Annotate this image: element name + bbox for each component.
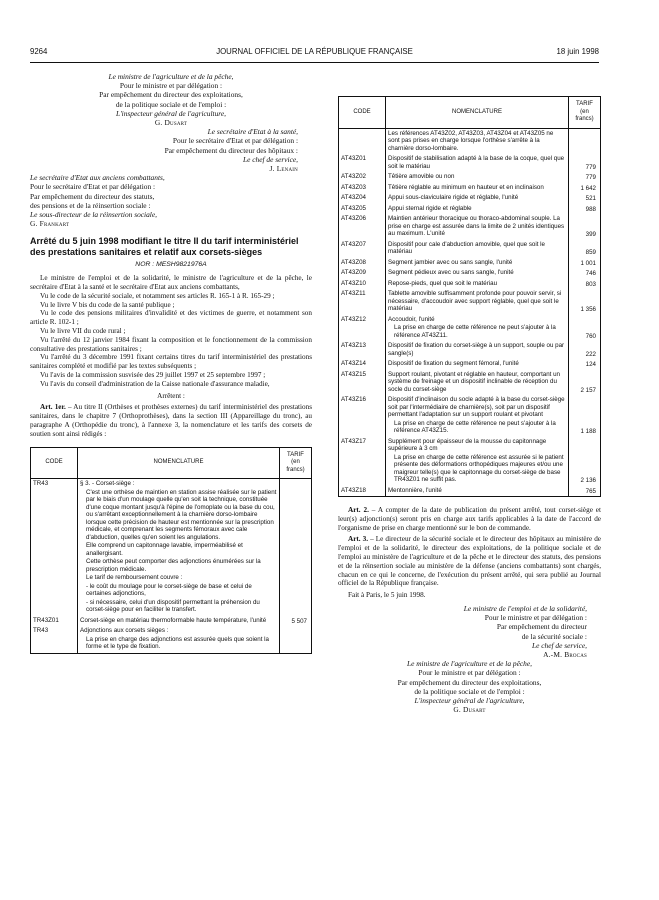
signature-line: Le secrétaire d'Etat à la santé,	[207, 127, 298, 137]
row-tarif: 2 136	[569, 437, 601, 486]
arretent-heading: Arrêtent :	[157, 391, 185, 400]
row-code: TR43	[31, 626, 78, 653]
row-tarif: 1 356	[569, 289, 601, 315]
nomenclature-line: Têtière réglable au minimum en hauteur et en inclinaison	[388, 183, 544, 191]
row-tarif: 1 642	[569, 183, 601, 194]
row-nomenclature	[78, 626, 280, 653]
signature-line: L'inspecteur général de l'agriculture,	[115, 108, 227, 118]
nomenclature-line: La prise en charge de cette référence ne peut s'ajouter à la référence AT43Z11.	[394, 324, 556, 339]
row-tarif: 859	[569, 240, 601, 258]
nomenclature-line: Accoudoir, l'unité	[388, 315, 435, 323]
row-code: TR43	[31, 479, 78, 616]
row-tarif: 1 188	[569, 395, 601, 437]
row-nomenclature	[386, 268, 569, 279]
signature-line: J. Lenain	[269, 164, 298, 174]
row-code: AT43Z18	[339, 486, 386, 497]
row-code: AT43Z11	[339, 289, 386, 315]
row-code: AT43Z15	[339, 370, 386, 396]
preamble-paragraph: Vu l'avis du conseil d'administration de la Caisse nationale d'assurance maladie,	[40, 379, 270, 388]
row-code: AT43Z13	[339, 341, 386, 359]
right-tariff-table	[338, 96, 601, 497]
row-code: AT43Z06	[339, 214, 386, 240]
row-code: AT43Z02	[339, 172, 386, 183]
arrete-title: Arrêté du 5 juin 1998 modifiant le titre II du tarif interministériel des prestations sanitaires et relatif aux corsets-sièges	[30, 236, 299, 257]
signature-line: de la sécurité sociale :	[521, 631, 587, 641]
nor-reference: NOR : MESH9821976A	[135, 261, 207, 269]
row-tarif	[569, 128, 601, 154]
signature-line: Pour le secrétaire d'Etat et par délégation :	[30, 182, 156, 192]
row-tarif: 746	[569, 268, 601, 279]
articles-2-3	[338, 506, 601, 600]
right-column	[338, 96, 601, 714]
nomenclature-line: Supplément pour épaisseur de la mousse du capitonnage supérieure à 3 cm	[388, 437, 547, 452]
preamble-paragraph: Vu le livre VII du code rural ;	[40, 327, 126, 336]
nomenclature-line: § 3. - Corset-siège :	[80, 480, 135, 488]
signature-line: Le secrétaire d'Etat aux anciens combattants,	[30, 173, 165, 183]
table-row	[339, 172, 601, 183]
nomenclature-line: Têtière amovible ou non	[388, 173, 455, 180]
nomenclature-line: Les références AT43Z02, AT43Z03, AT43Z04 et AT43Z05 ne sont pas prises en charge lorsque l'orthèse s'arrête à la charnière dorso-lombaire.	[388, 129, 554, 152]
table-row	[339, 240, 601, 258]
row-nomenclature	[386, 240, 569, 258]
signature-line: Par empêchement du directeur des hôpitaux :	[164, 145, 298, 155]
signature-line: Pour le secrétaire d'Etat et par délégation :	[172, 136, 298, 146]
col-nomenclature: NOMENCLATURE	[386, 97, 569, 129]
table-row	[339, 359, 601, 370]
nomenclature-line: Repose-pieds, quel que soit le matériau	[388, 279, 498, 287]
row-tarif: 521	[569, 193, 601, 204]
preamble-paragraph: Vu l'arrêté du 12 janvier 1984 fixant la composition et le fonctionnement de la commission consultative des prestations sanitaires ;	[30, 335, 312, 353]
signature-line: Le ministre de l'emploi et de la solidarité,	[463, 603, 587, 613]
signature-line: Pour le ministre et par délégation :	[119, 81, 223, 91]
col-tarif: TARIF (en francs)	[280, 447, 312, 479]
nomenclature-line: Dispositif de fixation du segment fémoral, l'unité	[388, 360, 519, 367]
article-2: Art. 2. – A compter de la date de publication du présent arrêté, tout corset-siège et leur(s) adjonction(s) seront pris en charge aux tarifs applicables à la date de l'accord de l'organisme de prise en charge mentionné sur le bon de commande.	[338, 506, 601, 532]
row-nomenclature	[78, 479, 280, 616]
row-code	[339, 128, 386, 154]
table-row	[339, 341, 601, 359]
table-row	[339, 258, 601, 269]
preamble-paragraph: Vu le code de la sécurité sociale, et notamment ses articles R. 165-1 à R. 165-29 ;	[40, 291, 275, 300]
nomenclature-line: Segment jambier avec ou sans sangle, l'unité	[388, 258, 513, 266]
row-nomenclature	[386, 214, 569, 240]
table-row	[339, 437, 601, 486]
row-code: AT43Z05	[339, 204, 386, 215]
row-code: AT43Z16	[339, 395, 386, 437]
row-nomenclature	[386, 154, 569, 172]
table-row	[339, 315, 601, 342]
col-nomenclature: NOMENCLATURE	[78, 447, 280, 479]
row-code: AT43Z10	[339, 279, 386, 290]
table-row	[339, 370, 601, 396]
article-1	[30, 403, 312, 438]
nomenclature-line: Appui sous-claviculaire rigide et réglable, l'unité	[388, 194, 519, 201]
row-tarif	[280, 626, 312, 653]
nomenclature-line: Maintien antérieur thoracique ou thoraco-abdominal souple. La prise en charge est assurée dans la limite de 2 unités identiques au maximum. L'unité	[388, 215, 565, 237]
row-tarif: 779	[569, 172, 601, 183]
table-row	[31, 479, 312, 616]
row-tarif: 124	[569, 359, 601, 370]
header-rule	[30, 62, 599, 63]
signature-line: Le chef de service,	[243, 154, 298, 164]
row-code: AT43Z09	[339, 268, 386, 279]
signature-line: Pour le ministre et par délégation :	[418, 668, 521, 678]
signature-line: Le ministre de l'agriculture et de la pêche,	[108, 72, 234, 81]
page-number: 9264	[30, 47, 48, 56]
table-row	[339, 214, 601, 240]
signature-line: de la politique sociale et de l'emploi :	[414, 686, 525, 696]
row-tarif: 1 001	[569, 258, 601, 269]
nomenclature-line: Appui sternal rigide et réglable	[388, 204, 472, 212]
article-1-label: Art. 1er.	[40, 403, 66, 412]
signature-line: Le ministre de l'agriculture et de la pêche,	[406, 659, 532, 669]
row-code: AT43Z03	[339, 183, 386, 194]
signature-line: Le chef de service,	[532, 640, 587, 650]
left-tariff-table	[30, 447, 312, 654]
preamble-paragraph: Vu l'arrêté du 3 décembre 1991 fixant certains titres du tarif interministériel des prestations sanitaires complété et modifié par les textes subséquents ;	[30, 353, 312, 371]
article-1-text: – Au titre II (Orthèses et prothèses externes) du tarif interministériel des prestations sanitaires, dans le chapitre 7 (Orthoprothèses), dans la section III (Appareillage du tronc), au paragraphe A (Orthopédie du tronc), à l'annexe 3, la nomenclature et les tarifs des corsets de soutien sont ainsi rédigés :	[30, 403, 312, 438]
row-nomenclature	[386, 183, 569, 194]
nomenclature-line: Dispositif de fixation du corset-siège à un support, souple ou par sangle(s)	[388, 342, 565, 357]
row-nomenclature	[386, 204, 569, 215]
row-nomenclature	[386, 395, 569, 437]
signature-line: A.-M. Brocas	[543, 649, 587, 659]
row-tarif: 988	[569, 204, 601, 215]
nomenclature-line: Le tarif de remboursement couvre :	[86, 574, 183, 582]
signature-line: Par empêchement du directeur des statuts,	[30, 191, 155, 201]
nomenclature-line: - le coût du moulage pour le corset-siège de base et celui de certaines adjonctions,	[86, 582, 252, 598]
table-row	[339, 268, 601, 279]
row-tarif: 399	[569, 214, 601, 240]
signature-line: G. Dusart	[154, 118, 188, 128]
row-tarif: 2 157	[569, 370, 601, 396]
row-nomenclature	[386, 359, 569, 370]
row-tarif: 803	[569, 279, 601, 290]
table-row	[339, 128, 601, 154]
issue-date: 18 juin 1998	[556, 47, 599, 56]
signature-line: Par empêchement du directeur des exploitations,	[99, 90, 243, 100]
nomenclature-line: Cette orthèse peut comporter des adjonctions énumérées sur la prescription médicale.	[86, 558, 261, 573]
signature-line: Par empêchement du directeur	[496, 622, 587, 632]
row-nomenclature	[386, 289, 569, 315]
col-tarif: TARIF (en francs)	[569, 97, 601, 129]
signature-line: des pensions et de la réinsertion sociale :	[30, 200, 151, 210]
fait-line: Fait à Paris, le 5 juin 1998.	[348, 591, 426, 600]
left-column	[30, 72, 312, 654]
preamble-paragraph: Le ministre de l'emploi et de la solidarité, le ministre de l'agriculture et de la pêche, le secrétaire d'Etat à la santé et le secrétaire d'Etat aux anciens combattants,	[30, 274, 312, 292]
arrete-body	[30, 274, 312, 438]
table-row	[339, 279, 601, 290]
row-code: AT43Z12	[339, 315, 386, 342]
nomenclature-line: Elle comprend un capitonnage lavable, imperméabilisé et anallergisant.	[86, 542, 243, 557]
table-row	[339, 486, 601, 497]
table-row	[339, 183, 601, 194]
preamble-paragraph: Vu le livre V bis du code de la santé publique ;	[40, 300, 175, 309]
nomenclature-line: La prise en charge des adjonctions est assurée quels que soient la forme et le type de fixation.	[86, 635, 269, 651]
col-code: CODE	[339, 97, 386, 129]
nomenclature-line: Dispositif de stabilisation adapté à la base de la coque, quel que soit le matériau	[388, 155, 565, 170]
signature-block-top	[30, 72, 312, 228]
signature-line: Le sous-directeur de la réinsertion sociale,	[30, 210, 157, 220]
row-nomenclature	[386, 437, 569, 486]
table-row	[339, 193, 601, 204]
row-code: AT43Z08	[339, 258, 386, 269]
row-code: AT43Z14	[339, 359, 386, 370]
nomenclature-line: La prise en charge de cette référence est assurée si le patient présente des déformations orthopédiques majeures et/ou une maigreur telle(s) que le capitonnage du corset-siège de base TR43Z01 ne suffit pas.	[394, 453, 564, 483]
row-code: AT43Z04	[339, 193, 386, 204]
row-tarif: 5 507	[280, 616, 312, 627]
signature-block-bottom	[338, 604, 601, 714]
nomenclature-line: Dispositif pour cale d'abduction amovible, quel que soit le matériau	[388, 240, 545, 255]
article-3: Art. 3. – Le directeur de la sécurité sociale et le directeur des hôpitaux au ministère de l'emploi et de la solidarité, le directeur des exploitations, de la politique sociale et de l'emploi au ministère de l'agriculture et de la pêche et le directeur des statuts, des pensions et de la réinsertion sociale au ministère de la défense (anciens combattants) sont chargés, chacun en ce qui le concerne, de l'exécution du présent arrêté, qui sera publié au Journal officiel de la République française.	[338, 535, 601, 588]
row-nomenclature	[386, 341, 569, 359]
row-nomenclature	[386, 279, 569, 290]
row-tarif	[280, 479, 312, 616]
signature-line: de la politique sociale et de l'emploi :	[115, 99, 227, 109]
row-nomenclature	[386, 315, 569, 342]
row-code: AT43Z07	[339, 240, 386, 258]
table-row	[31, 616, 312, 627]
row-nomenclature	[386, 172, 569, 183]
nomenclature-line: La prise en charge de cette référence ne peut s'ajouter à la référence AT43Z15.	[394, 419, 556, 434]
signature-line: Par empêchement du directeur des exploitations,	[397, 677, 542, 687]
row-nomenclature	[386, 258, 569, 269]
nomenclature-line: Support roulant, pivotant et réglable en hauteur, comportant un système de freinage et un dispositif inclinable de réception du socle du corset-siège	[388, 370, 560, 393]
signature-line: L'inspecteur général de l'agriculture,	[414, 696, 525, 705]
row-tarif: 222	[569, 341, 601, 359]
signature-line: G. Frankart	[30, 219, 70, 229]
row-nomenclature	[78, 616, 280, 627]
preamble-paragraph: Vu le code des pensions militaires d'invalidité et des victimes de guerre, et notamment son article R. 102-1 ;	[30, 309, 312, 327]
page-header	[30, 47, 599, 61]
nomenclature-line: Mentonnière, l'unité	[388, 486, 442, 494]
table-row	[339, 154, 601, 172]
row-nomenclature	[386, 193, 569, 204]
nomenclature-line: Tablette amovible suffisamment profonde pour pouvoir servir, si nécessaire, d'accoudoir avec support réglable, quel que soit le matériau	[388, 290, 562, 312]
row-code: TR43Z01	[31, 616, 78, 627]
preamble	[30, 274, 312, 388]
row-tarif: 765	[569, 486, 601, 497]
table-row	[339, 204, 601, 215]
row-nomenclature	[386, 370, 569, 396]
table-row	[339, 289, 601, 315]
row-code: AT43Z17	[339, 437, 386, 486]
nomenclature-line: - si nécessaire, celui d'un dispositif permettant la préhension du corset-siège pour en faciliter le transfert.	[86, 598, 260, 614]
row-tarif: 760	[569, 315, 601, 342]
col-code: CODE	[31, 447, 78, 479]
row-nomenclature	[386, 128, 569, 154]
nomenclature-line: Corset-siège en matériau thermoformable haute température, l'unité	[80, 616, 267, 624]
signature-line: G. Dusart	[453, 705, 486, 715]
table-row	[31, 626, 312, 653]
nomenclature-line: Adjonctions aux corsets sièges :	[80, 627, 169, 635]
row-tarif: 779	[569, 154, 601, 172]
row-nomenclature	[386, 486, 569, 497]
preamble-paragraph: Vu l'avis de la commission susvisée des 29 juillet 1997 et 25 septembre 1997 ;	[40, 371, 266, 380]
nomenclature-line: Segment pédieux avec ou sans sangle, l'unité	[388, 269, 514, 276]
signature-line: Pour le ministre et par délégation :	[484, 613, 587, 623]
nomenclature-line: C'est une orthèse de maintien en station assise réalisée sur le patient par le biais d'un moulage quelle qu'en soit la technique, constituée d'une coque montant jusqu'à l'épine de l'omoplate ou la base du cou, ou s'arrêtant exceptionnellement à la charnière dorso-lombaire lorsque cette précision de hauteur est mentionnée sur la prescription médicale, et comprenant les segments fémoraux avec cale d'abduction, quelles qu'en soient les angulations.	[86, 488, 277, 541]
row-code: AT43Z01	[339, 154, 386, 172]
table-row	[339, 395, 601, 437]
nomenclature-line: Dispositif d'inclinaison du socle adapté à la base du corset-siège soit par l'intermédiaire de charnière(s), soit par un dispositif permettant l'adaptation sur un support roulant et pivotant	[388, 396, 565, 418]
journal-title: JOURNAL OFFICIEL DE LA RÉPUBLIQUE FRANÇAISE	[216, 47, 413, 56]
